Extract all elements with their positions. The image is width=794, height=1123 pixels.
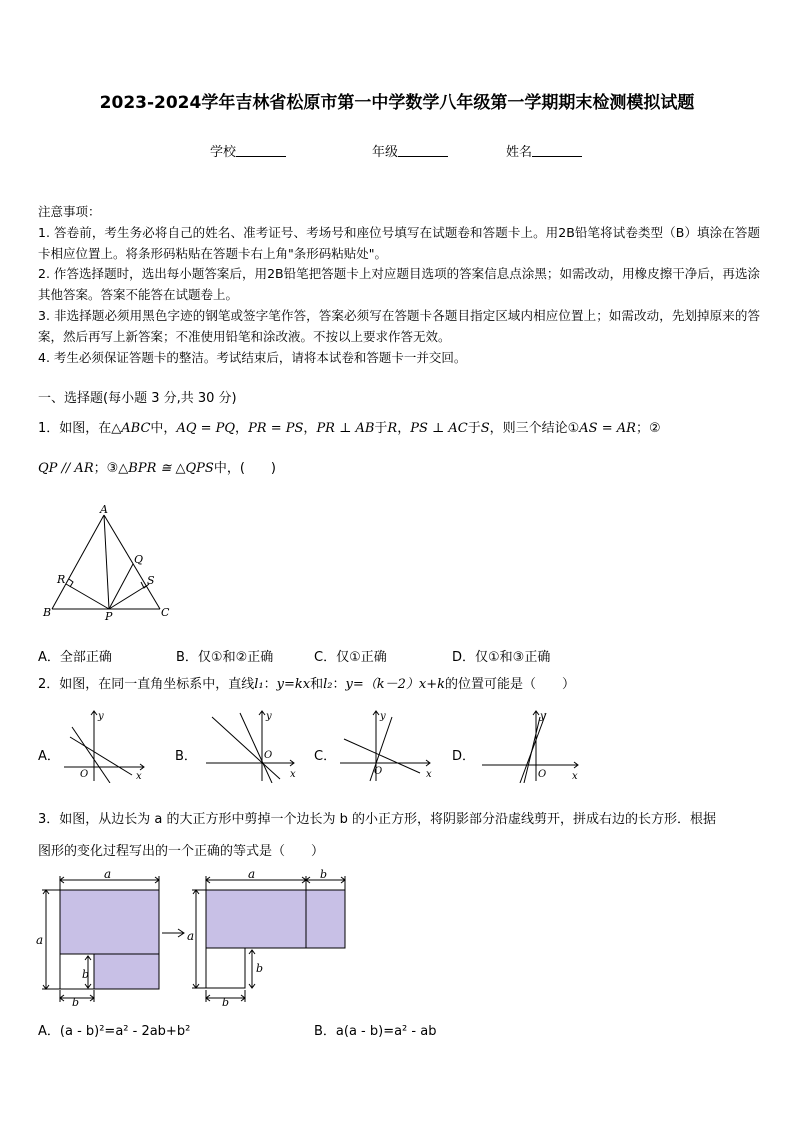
grade-label: 年级 — [372, 145, 399, 160]
label-q: Q — [134, 553, 144, 566]
axis-y-label: y — [266, 711, 272, 722]
segment-ps — [109, 586, 146, 609]
q2-text: 和 — [310, 677, 324, 692]
q1-math: AQ = PQ — [176, 421, 236, 436]
note-item-4: 4. 考生必须保证答题卡的整洁。考试结束后，请将本试卷和答题卡一并交回。 — [38, 349, 467, 365]
school-blank[interactable] — [236, 144, 286, 157]
note-item-2: 2. 作答选择题时，选出每小题答案后，用2B铅笔把答题卡上对应题目选项的答案信息点涂黑；如需改动，用橡皮擦干净后，再选涂其他答案。答案不能答在试题卷上。 — [38, 266, 760, 303]
q2-option-d[interactable]: D． — [452, 749, 476, 764]
label-b-top: b — [320, 868, 328, 881]
label-b-vertical: b — [82, 968, 90, 981]
line-l1 — [240, 713, 272, 783]
q2-option-a[interactable]: A． — [38, 749, 60, 764]
q2-graph-a — [62, 707, 152, 783]
q1-text: ， — [303, 421, 317, 436]
q2-math: y=（k－2）x+k — [345, 677, 446, 692]
school-field — [210, 141, 286, 160]
q1-text: ， — [235, 421, 249, 436]
label-a-left: a — [36, 933, 44, 947]
name-blank[interactable] — [532, 144, 582, 157]
q2-text: ： — [263, 677, 277, 692]
q1-text: ；② — [635, 421, 661, 436]
label-c: C — [161, 606, 170, 619]
q2-math: l₂ — [323, 677, 333, 692]
q1-math: PR = PS — [248, 421, 304, 436]
label-r: R — [57, 573, 66, 586]
q2-line — [38, 675, 760, 695]
label-a-top: a — [104, 868, 112, 881]
q3-option-b[interactable]: B．a(a - b)=a² - ab — [314, 1024, 437, 1039]
shaded-top-region — [60, 890, 159, 954]
q3-line-1: 3．如图，从边长为 a 的大正方形中剪掉一个边长为 b 的小正方形，将阴影部分沿虚线剪开，拼成右边的长方形．根据 — [38, 812, 717, 827]
grade-field — [372, 141, 448, 160]
q1-text: 于 — [374, 421, 388, 436]
q1-line-2 — [38, 459, 760, 479]
shaded-bottom-region — [94, 954, 159, 989]
q1-text: ， — [397, 421, 411, 436]
q3-rectangle-figure — [186, 868, 356, 1008]
q3-square-figure — [34, 868, 174, 1008]
q1-text: 于 — [467, 421, 481, 436]
label-a: A — [100, 503, 108, 516]
label-b-bottom: b — [72, 996, 80, 1008]
q3-option-a[interactable]: A．(a - b)²=a² - 2ab+b² — [38, 1024, 191, 1039]
section-heading: 一、选择题(每小题 3 分,共 30 分) — [38, 391, 237, 406]
notes-heading: 注意事项： — [38, 204, 101, 219]
page-title: 2023-2024学年吉林省松原市第一中学数学八年级第一学期期末检测模拟试题 — [99, 93, 695, 113]
q1-option-b[interactable]: B．仅①和②正确 — [176, 650, 274, 665]
q1-math: R — [387, 421, 398, 436]
q1-option-d[interactable]: D．仅①和③正确 — [452, 650, 551, 665]
origin-label: O — [374, 766, 383, 777]
q1-math: PS ⊥ AC — [410, 421, 468, 436]
rect-part-a — [206, 890, 306, 948]
q1-math: QP // AR — [38, 461, 94, 476]
transform-arrow-icon — [160, 926, 188, 940]
q1-option-c[interactable]: C．仅①正确 — [314, 650, 387, 665]
axis-x-label: x — [290, 769, 296, 780]
line-l1 — [72, 727, 110, 783]
q1-triangle-figure — [40, 503, 180, 621]
q1-line-1 — [38, 419, 760, 439]
name-label: 姓名 — [506, 145, 533, 160]
school-label: 学校 — [210, 145, 237, 160]
q1-math: PR ⊥ AB — [316, 421, 375, 436]
segment-pr — [66, 584, 109, 609]
grade-blank[interactable] — [398, 144, 448, 157]
note-item-1: 1. 答卷前，考生务必将自己的姓名、准考证号、考场号和座位号填写在试题卷和答题卡上。用2B铅笔将试卷类型（B）填涂在答题卡相应位置上。将条形码粘贴在答题卡右上角"条形码粘贴处"。 — [38, 224, 760, 261]
outline-small-square — [206, 948, 245, 988]
origin-label: O — [80, 769, 89, 780]
label-s: S — [147, 574, 155, 587]
q3-line-2: 图形的变化过程写出的一个正确的等式是（ ） — [38, 844, 325, 859]
rect-part-b — [306, 890, 345, 948]
origin-label: O — [538, 769, 547, 780]
axis-y-label: y — [540, 711, 546, 722]
q2-option-b[interactable]: B． — [175, 749, 197, 764]
notes-block — [38, 202, 760, 368]
axis-y-label: y — [98, 711, 104, 722]
q1-option-a[interactable]: A．全部正确 — [38, 650, 112, 665]
note-item-3: 3. 非选择题必须用黑色字迹的钢笔或签字笔作答，答案必须写在答题卡各题目指定区域内相应位置上；如需改动，先划掉原来的答案，然后再写上新答案；不准使用铅笔和涂改液。不按以上要求作答无效。 — [38, 307, 760, 344]
segment-pq — [109, 564, 133, 609]
q1-text: 1．如图，在 — [38, 421, 112, 436]
q2-graph-b — [202, 707, 302, 783]
q1-text: ；③ — [93, 461, 119, 476]
q2-text: 2．如图，在同一直角坐标系中，直线 — [38, 677, 255, 692]
q1-text: 中，( ) — [213, 461, 276, 476]
q1-math: △ABC — [111, 421, 151, 436]
q2-text: ： — [332, 677, 346, 692]
q2-math: l₁ — [254, 677, 264, 692]
label-b: B — [43, 606, 52, 619]
q1-math: S — [480, 421, 490, 436]
q2-graph-d — [478, 707, 584, 783]
axis-x-label: x — [136, 771, 142, 782]
axis-x-label: x — [426, 769, 432, 780]
axis-x-label: x — [572, 771, 578, 782]
label-p: P — [105, 610, 113, 621]
origin-label: O — [264, 750, 273, 761]
label-b-bottom: b — [222, 996, 230, 1008]
q1-text: ，则三个结论① — [489, 421, 580, 436]
label-b-vertical: b — [256, 962, 264, 975]
q1-math: △BPR ≅ △QPS — [118, 461, 214, 476]
q2-option-c[interactable]: C． — [314, 749, 337, 764]
label-a-left: a — [187, 929, 195, 943]
side-ab — [52, 515, 104, 609]
q2-text: 的位置可能是（ ） — [445, 677, 576, 692]
q2-math: y=kx — [276, 677, 311, 692]
q2-graph-c — [336, 707, 436, 783]
q1-math: AS = AR — [579, 421, 636, 436]
axis-y-label: y — [380, 711, 386, 722]
q1-text: 中， — [150, 421, 177, 436]
label-a-top: a — [248, 868, 256, 881]
name-field — [506, 141, 582, 160]
segment-ap — [104, 515, 109, 609]
